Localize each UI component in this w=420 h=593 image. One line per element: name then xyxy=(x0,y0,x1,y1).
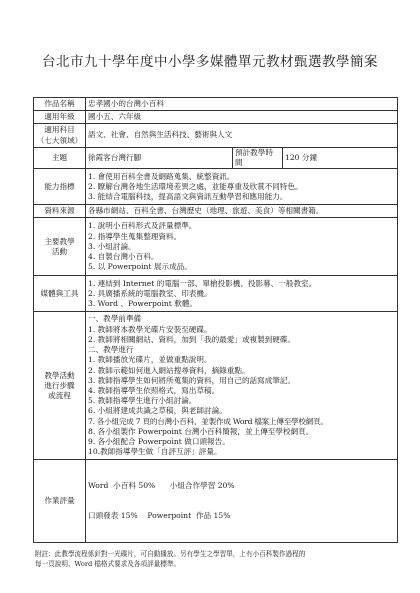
row-ability xyxy=(34,169,398,205)
row-work-name xyxy=(34,98,398,111)
assessment-label: 作業評量 xyxy=(34,460,86,543)
step-item: 7. 各小組完成 7 頁的台灣小百科，並製作成 Word 檔案上傳至學校網頁。 xyxy=(88,416,328,426)
topic-label: 主題 xyxy=(34,148,86,169)
footnote-line: 附註：此教學流程係針對一光碟片，可自動播放。另有學生之學習單，上有小百科製作過程的 xyxy=(35,550,306,558)
lesson-plan-table xyxy=(33,97,398,543)
step-item: 6. 小組將建成共識之草稿，與老師討論。 xyxy=(88,406,227,416)
activities-label-line: 主要教學 xyxy=(44,236,75,246)
media-label: 媒體與工具 xyxy=(34,276,86,312)
row-media xyxy=(34,276,398,312)
step-item: 1. 教師播放光碟片，並做重點說明。 xyxy=(88,355,212,365)
step-item: 2. 教師將相關網站、資料，加到「我的最愛」或複製到硬碟。 xyxy=(88,334,296,344)
step-item: 4. 教師指導學生依照格式，寫出草稿。 xyxy=(88,385,220,395)
subjects-value: 語文、社會、自然與生活科技、藝術與人文 xyxy=(86,124,398,148)
media-item: 3. Word 、Powerpoint 軟體。 xyxy=(88,299,198,308)
activities-label-line: 活動 xyxy=(51,246,68,256)
media-list xyxy=(86,276,398,312)
step-item: 3. 教師指導學生如何將所蒐集的資料，用自己的話寫成筆記。 xyxy=(88,375,296,385)
work-name-value: 忠孝國小的台灣小百科 xyxy=(86,98,398,111)
assessment-item: 口頭發表 15% Powerpoint 作品 15% xyxy=(88,511,231,521)
row-topic xyxy=(34,148,398,169)
media-item: 2. 具廣播系統的電腦教室、印表機。 xyxy=(88,288,212,298)
teaching-time-value: 120 分鐘 xyxy=(283,148,398,169)
step-item: 8. 各小組製作 Powerpoint 台灣小百科簡報，並上傳至學校網頁。 xyxy=(88,426,314,436)
activity-item: 1. 說明小百科形式及評量標準。 xyxy=(88,221,197,231)
steps-list xyxy=(86,312,398,460)
assessment-item: Word 小百科 50% 小組合作學習 20% xyxy=(88,480,235,490)
step-item: 2. 教師示範如何進入網站搜尋資料，摘錄重點。 xyxy=(88,365,250,375)
row-grade xyxy=(34,111,398,124)
step-item: 一、教學前準備 xyxy=(88,314,142,324)
subjects-label xyxy=(34,124,86,148)
grade-label: 適用年級 xyxy=(34,111,86,124)
assessment-list xyxy=(86,460,398,543)
subjects-label-line: 適用科目 xyxy=(44,125,75,135)
steps-label xyxy=(34,312,86,460)
activities-label xyxy=(34,218,86,276)
steps-label-line: 教學活動 xyxy=(44,370,75,380)
subjects-label-line: （七大領域） xyxy=(36,135,83,145)
ability-item: 3. 能結合電腦科技，提高語文與資訊互動學習和應用能力。 xyxy=(88,192,288,201)
step-item: 5. 教師指導學生進行小組討論。 xyxy=(88,396,197,406)
activity-item: 2. 指導學生蒐集整理資料。 xyxy=(88,231,182,241)
row-assessment xyxy=(34,460,398,543)
steps-label-line: 或流程 xyxy=(48,391,71,400)
page-title: 台北市九十學年度中小學多媒體單元教材甄選教學簡案 xyxy=(42,54,378,70)
work-name-label: 作品名稱 xyxy=(34,98,86,111)
activities-list xyxy=(86,218,398,276)
step-item: 二、教學進行 xyxy=(88,345,134,355)
step-item: 9. 各小組配合 Powerpoint 做口頭報告。 xyxy=(88,436,230,446)
footnote xyxy=(35,549,397,569)
grade-value: 國小五、六年級 xyxy=(86,111,398,124)
row-activities xyxy=(34,218,398,276)
media-item: 1. 連結到 Internet 的電腦一部、單槍投影機、投影幕、一般教室。 xyxy=(88,278,317,288)
row-resources xyxy=(34,205,398,218)
row-steps xyxy=(34,312,398,460)
ability-list xyxy=(86,169,398,205)
row-subjects xyxy=(34,124,398,148)
activity-item: 4. 自製台灣小百科。 xyxy=(88,252,159,261)
footnote-line: 每一頁說明、Word 檔格式要求及各項評量標準。 xyxy=(35,560,181,568)
resources-label: 資料來源 xyxy=(34,205,86,218)
ability-item: 2. 瞭解台灣各地生活環境差異之處，並能尊重及欣賞不同特色。 xyxy=(88,181,303,191)
topic-value: 徐霞客台灣行腳 xyxy=(86,148,233,169)
resources-value: 各縣市網站、百科全書、台灣歷史（地理、旅遊、美食）等相關書籍。 xyxy=(86,205,398,218)
activity-item: 3. 小組討論。 xyxy=(88,241,136,251)
steps-label-line: 進行步驟 xyxy=(44,380,75,390)
step-item: 1. 教師將本教學光碟片安裝至硬碟。 xyxy=(88,324,212,334)
activity-item: 5. 以 Powerpoint 展示成品。 xyxy=(88,262,192,272)
step-item: 10.教師指導學生做「自評互評」評量。 xyxy=(88,447,222,457)
ability-item: 1. 會使用百科全書及網路蒐集、統整資訊。 xyxy=(88,171,235,181)
ability-label: 能力指標 xyxy=(34,169,86,205)
teaching-time-label: 預計教學時間 xyxy=(233,148,283,169)
